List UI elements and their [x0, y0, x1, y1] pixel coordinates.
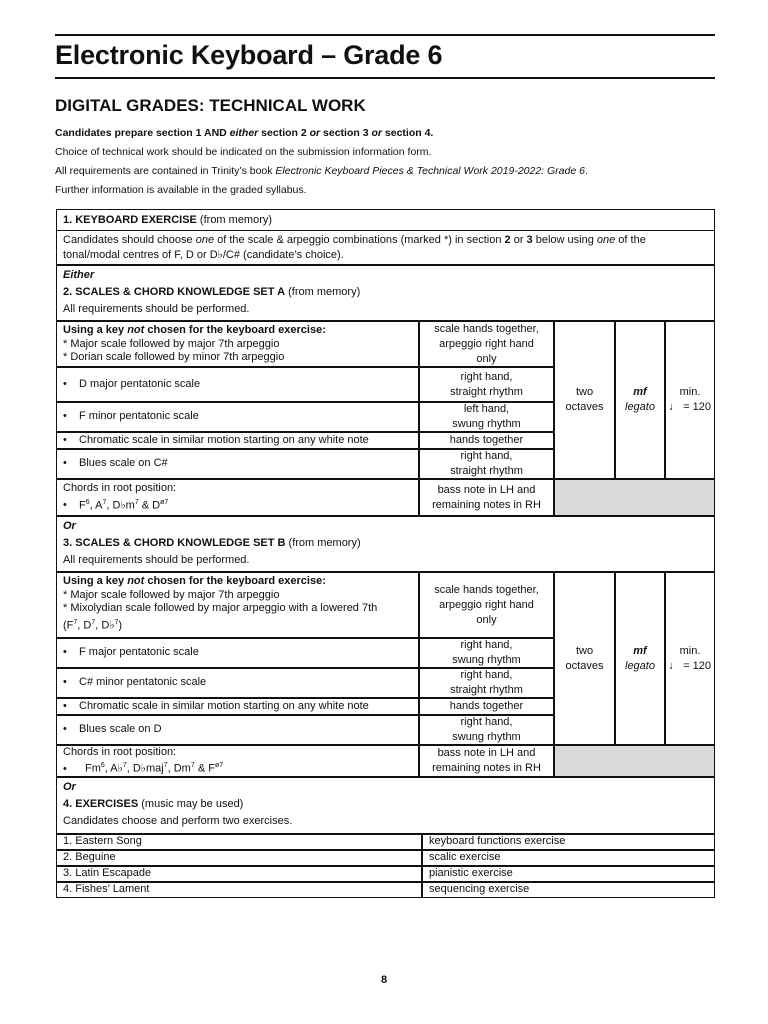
set-a-heading: 2. SCALES & CHORD KNOWLEDGE SET A [63, 286, 286, 298]
set-a-range: two octaves [554, 321, 615, 479]
title-rule [55, 77, 715, 79]
top-rule [55, 34, 715, 36]
set-b-chords: Chords in root position: • Fm$^6$, A♭$^7$, D♭maj$^7$, Dm$^7$ & $F^{ø7}$ [56, 745, 419, 777]
set-a-row-method: left hand, swung rhythm [419, 402, 554, 432]
exercise-name: 3. Latin Escapade [56, 866, 422, 882]
set-b-chord-list: • Fm$^6$, A♭$^7$, D♭maj$^7$, Dm$^7$ & $F^{ø7}$ [63, 762, 224, 775]
set-a-row: • F minor pentatonic scale [56, 402, 419, 432]
set-b-key-method: scale hands together, arpeggio right hand only [419, 572, 554, 638]
exercise-type: sequencing exercise [422, 882, 715, 898]
or-label: Or [63, 781, 76, 793]
set-b-key-item: * Major scale followed by major 7th arpeggio [63, 588, 280, 601]
set-a-row-method: hands together [419, 432, 554, 449]
set-b-dynamics: mf legato [615, 572, 665, 745]
set-a-chord-list: • $F^6$, $A^7$, $D♭m^7$ & $D^{ø7}$ [63, 498, 169, 512]
set-b-requirement: All requirements should be performed. [63, 554, 250, 566]
section1-heading: 1. KEYBOARD EXERCISE (from memory) [57, 210, 714, 231]
set-b-row-method: hands together [419, 698, 554, 715]
set-b-key-chords: ($F^7$, $D^7$, D♭$^7$) [63, 618, 123, 632]
set-b-range: two octaves [554, 572, 615, 745]
intro-line-4: Further information is available in the graded syllabus. [55, 184, 307, 196]
exercises-heading: 4. EXERCISES [63, 798, 139, 810]
set-a-row-method: right hand, straight rhythm [419, 449, 554, 479]
set-b-speed: min. ♩ = 120 [665, 572, 715, 745]
set-a-header: Either 2. SCALES & CHORD KNOWLEDGE SET A (from memory) All requirements should be performed. [56, 265, 715, 321]
exercise-name: 2. Beguine [56, 850, 422, 866]
exercise-type: keyboard functions exercise [422, 834, 715, 850]
set-b-row: • C# minor pentatonic scale [56, 668, 419, 698]
section1-text: Candidates should choose one of the scale & arpeggio combinations (marked *) in section 2 or 3 below using one of the tonal/modal centres of F, D or D♭/C# (candidate’s choice). [63, 234, 646, 261]
set-a-row-method: right hand, straight rhythm [419, 367, 554, 402]
set-a-chords-method: bass note in LH and remaining notes in RH [419, 479, 554, 516]
set-b-key-cell: Using a key not chosen for the keyboard exercise: * Major scale followed by major 7th arpeggio * Mixolydian scale followed by major arpeggio with a lowered 7th ($F^7$, $D^7$, D♭$^7$) [56, 572, 419, 638]
set-a-chords: Chords in root position: • $F^6$, $A^7$, $D♭m^7$ & $D^{ø7}$ [56, 479, 419, 516]
exercises-text: Candidates choose and perform two exercises. [63, 815, 293, 827]
set-b-row-method: right hand, straight rhythm [419, 668, 554, 698]
set-b-row: • Blues scale on D [56, 715, 419, 745]
set-a-key-method: scale hands together, arpeggio right hand only [419, 321, 554, 367]
intro-line-2: Choice of technical work should be indicated on the submission information form. [55, 146, 432, 158]
exercises-header: Or 4. EXERCISES (music may be used) Candidates choose and perform two exercises. [56, 777, 715, 834]
set-b-grey-cell [554, 745, 715, 777]
page-number: 8 [380, 974, 388, 986]
set-a-grey-cell [554, 479, 715, 516]
section-subtitle: DIGITAL GRADES: TECHNICAL WORK [55, 96, 366, 115]
set-a-key-item: * Major scale followed by major 7th arpeggio [63, 337, 280, 350]
set-a-dynamics: mf legato [615, 321, 665, 479]
exercise-name: 4. Fishes’ Lament [56, 882, 422, 898]
exercise-name: 1. Eastern Song [56, 834, 422, 850]
set-a-requirement: All requirements should be performed. [63, 303, 250, 315]
set-a-row: • Blues scale on C# [56, 449, 419, 479]
set-b-chords-method: bass note in LH and remaining notes in RH [419, 745, 554, 777]
set-b-key-item: * Mixolydian scale followed by major arpeggio with a lowered 7th [63, 602, 378, 614]
exercise-type: scalic exercise [422, 850, 715, 866]
set-a-row: • Chromatic scale in similar motion starting on any white note [56, 432, 419, 449]
intro-line-1: Candidates prepare section 1 AND either section 2 or section 3 or section 4. [55, 127, 434, 139]
set-b-heading: 3. SCALES & CHORD KNOWLEDGE SET B [63, 537, 286, 549]
intro-line-3: All requirements are contained in Trinity’s book Electronic Keyboard Pieces & Technical Work 2019-2022: Grade 6. [55, 165, 588, 177]
set-a-row: • D major pentatonic scale [56, 367, 419, 402]
set-a-key-cell: Using a key not chosen for the keyboard exercise: * Major scale followed by major 7th arpeggio * Dorian scale followed by minor 7th arpeggio [56, 321, 419, 367]
set-a-key-item: * Dorian scale followed by minor 7th arpeggio [63, 351, 285, 363]
set-b-row: • Chromatic scale in similar motion starting on any white note [56, 698, 419, 715]
exercise-type: pianistic exercise [422, 866, 715, 882]
set-b-row-method: right hand, swung rhythm [419, 638, 554, 668]
either-label: Either [63, 269, 95, 281]
set-b-row-method: right hand, swung rhythm [419, 715, 554, 745]
or-label: Or [63, 520, 76, 532]
keyboard-exercise-section [56, 209, 715, 265]
set-b-header: Or 3. SCALES & CHORD KNOWLEDGE SET B (from memory) All requirements should be performed. [56, 516, 715, 572]
set-b-row: • F major pentatonic scale [56, 638, 419, 668]
page-title: Electronic Keyboard – Grade 6 [55, 40, 443, 70]
set-a-speed: min. ♩ = 120 [665, 321, 715, 479]
